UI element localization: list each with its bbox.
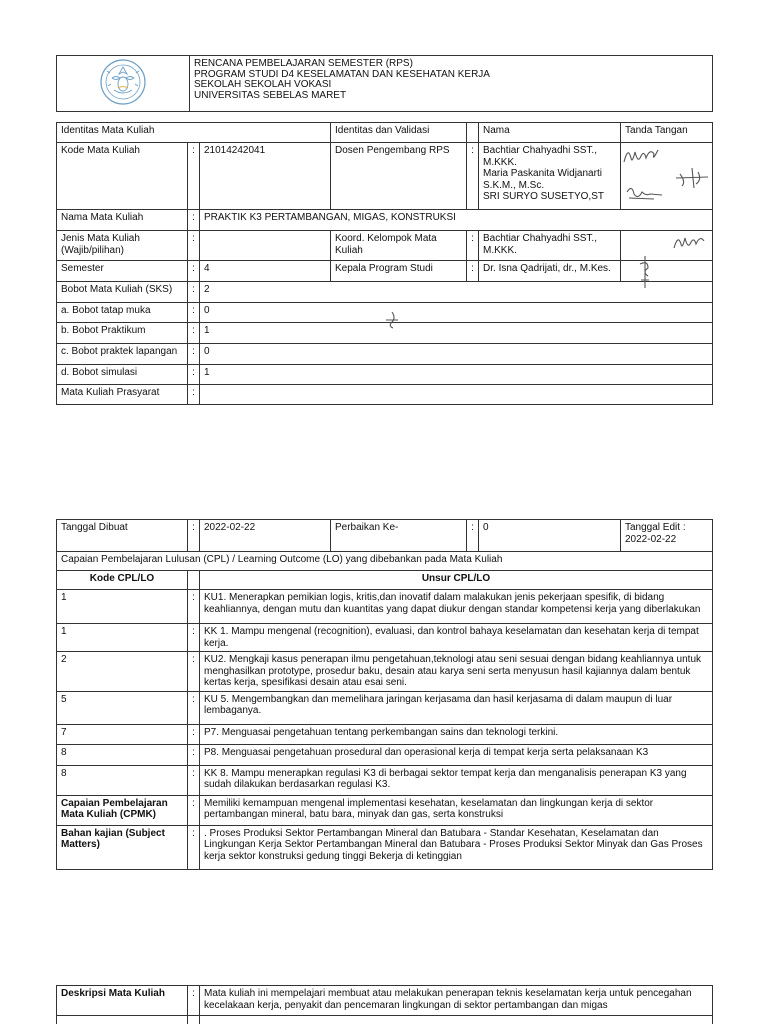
university-seal-icon <box>98 58 148 106</box>
colon: : <box>188 825 200 869</box>
dosen-name-line: Maria Paskanita Widjanarti <box>483 168 602 179</box>
bobot-row-label: a. Bobot tatap muka <box>57 303 188 323</box>
tanggal-edit-label: Tanggal Edit : <box>625 522 686 533</box>
cpl-kode: 2 <box>57 652 188 692</box>
colon: : <box>188 795 200 825</box>
dosen-name-line: S.K.M., M.Sc. <box>483 179 545 191</box>
colon: : <box>188 282 200 303</box>
semester-value: 4 <box>200 261 331 282</box>
colon: : <box>188 261 200 282</box>
colon: : <box>188 385 200 405</box>
colon: : <box>188 303 200 323</box>
cpl-text: P7. Menguasai pengetahuan tentang perkembangan sains dan teknologi terkini. <box>200 724 713 744</box>
perbaikan-value: 0 <box>479 520 621 552</box>
cpl-section-title: Capaian Pembelajaran Lulusan (CPL) / Learning Outcome (LO) yang dibebankan pada Mata Kuliah <box>57 552 713 571</box>
next-row-value <box>200 1016 713 1024</box>
bobot-row-value: 1 <box>200 365 713 385</box>
bobot-row-label: d. Bobot simulasi <box>57 365 188 385</box>
cpl-kode: 7 <box>57 724 188 744</box>
dosen-name-line: SRI SURYO SUSETYO,ST <box>483 191 604 202</box>
signature-cell-dosen <box>621 143 713 210</box>
kaprodi-label: Kepala Program Studi <box>331 261 467 282</box>
nama-mk-value: PRAKTIK K3 PERTAMBANGAN, MIGAS, KONSTRUKSI <box>200 210 713 231</box>
identity-table <box>56 122 713 405</box>
header-line-4: UNIVERSITAS SEBELAS MARET <box>194 89 347 101</box>
bobot-row-value: 0 <box>200 344 713 365</box>
deskripsi-table <box>56 985 713 1024</box>
deskripsi-label: Deskripsi Mata Kuliah <box>57 986 188 1016</box>
jenis-value <box>200 231 331 261</box>
colon: : <box>467 143 479 210</box>
colon: : <box>188 231 200 261</box>
colon: : <box>467 231 479 261</box>
cpl-text: KU2. Mengkaji kasus penerapan ilmu pengetahuan,teknologi atau seni sesuai dengan bidang keahliannya untuk menghasilkan prototype, prosedur baku, desain atau karya seni serta menyusun hasil kajiannya dalam bentuk kertas kerja, spesifikasi desain atau esai seni. <box>200 652 713 692</box>
colon: : <box>188 210 200 231</box>
cpl-kode: 8 <box>57 744 188 765</box>
dosen-name-line: M.KKK. <box>483 156 517 168</box>
kode-label: Kode Mata Kuliah <box>57 143 188 210</box>
colon: : <box>188 652 200 692</box>
colon: : <box>188 520 200 552</box>
tanggal-dibuat-value: 2022-02-22 <box>200 520 331 552</box>
koord-name: Bachtiar Chahyadhi SST., M.KKK. <box>479 231 621 261</box>
cpl-text: P8. Menguasai pengetahuan prosedural dan operasional kerja di tempat kerja serta pelaksanaan K3 <box>200 744 713 765</box>
koord-label: Koord. Kelompok Mata Kuliah <box>331 231 467 261</box>
colon: : <box>188 986 200 1016</box>
kode-value: 21014242041 <box>200 143 331 210</box>
bahan-kajian-label: Bahan kajian (Subject Matters) <box>57 825 188 869</box>
dosen-names <box>479 143 621 210</box>
header-title-cell <box>190 56 713 112</box>
nama-mk-label: Nama Mata Kuliah <box>57 210 188 231</box>
colon: : <box>188 143 200 210</box>
prasyarat-label: Mata Kuliah Prasyarat <box>57 385 188 405</box>
colon: : <box>188 624 200 652</box>
tanggal-dibuat-label: Tanggal Dibuat <box>57 520 188 552</box>
dosen-name-line: Bachtiar Chahyadhi SST., <box>483 145 597 156</box>
cpl-kode: 5 <box>57 691 188 724</box>
tanggal-edit <box>621 520 713 552</box>
kaprodi-name: Dr. Isna Qadrijati, dr., M.Kes. <box>479 261 621 282</box>
colon: : <box>188 691 200 724</box>
cpl-kode: 1 <box>57 624 188 652</box>
kode-cpl-header: Kode CPL/LO <box>57 571 188 590</box>
bobot-row-value: 0 <box>200 303 713 323</box>
identitas-mk-header: Identitas Mata Kuliah <box>57 123 331 143</box>
cpl-text: KK 1. Mampu mengenal (recognition), evaluasi, dan kontrol bahaya keselamatan dan kesehatan kerja di tempat kerja. <box>200 624 713 652</box>
signature-cell-kaprodi <box>621 261 713 282</box>
tanggal-edit-value: 2022-02-22 <box>625 533 677 545</box>
cpl-kode: 1 <box>57 590 188 624</box>
next-row-label <box>57 1016 188 1024</box>
cpl-text: KU1. Menerapkan pemikian logis, kritis,dan inovatif dalam malakukan jenis pekerjaan spesifik, di bidang keahliannya, dengan mutu dan kuantitas yang dapat diukur dengan standar kompetensi kerja yang diberlakukan <box>200 590 713 624</box>
cpmk-label: Capaian Pembelajaran Mata Kuliah (CPMK) <box>57 795 188 825</box>
colon: : <box>188 365 200 385</box>
cpl-text: KK 8. Mampu menerapkan regulasi K3 di berbagai sektor tempat kerja dan menganalisis penerapan K3 yang sudah dilakukan berdasarkan regulasi K3. <box>200 765 713 795</box>
semester-label: Semester <box>57 261 188 282</box>
prasyarat-value <box>200 385 713 405</box>
colon: : <box>188 590 200 624</box>
bobot-row-label: Bobot Mata Kuliah (SKS) <box>57 282 188 303</box>
cpl-text: KU 5. Mengembangkan dan memelihara jaringan kerjasama dan hasil kerjasama di dalam maupun di luar lembaganya. <box>200 691 713 724</box>
dosen-label: Dosen Pengembang RPS <box>331 143 467 210</box>
cpmk-text: Memiliki kemampuan mengenal implementasi kesehatan, keselamatan dan lingkungan kerja di sektor pertambangan mineral, batu bara, minyak dan gas, serta konstruksi <box>200 795 713 825</box>
bobot-row-label: c. Bobot praktek lapangan <box>57 344 188 365</box>
colon: : <box>188 344 200 365</box>
perbaikan-label: Perbaikan Ke- <box>331 520 467 552</box>
unsur-cpl-header: Unsur CPL/LO <box>200 571 713 590</box>
signature-cell-koord <box>621 231 713 261</box>
header-line-3: SEKOLAH SEKOLAH VOKASI <box>194 79 332 90</box>
colon: : <box>188 744 200 765</box>
logo-cell <box>57 56 190 112</box>
colon: : <box>188 323 200 344</box>
colon: : <box>188 724 200 744</box>
header-table <box>56 55 713 112</box>
bobot-row-value: 2 <box>200 282 713 303</box>
nama-header: Nama <box>479 123 621 143</box>
cpl-kode: 8 <box>57 765 188 795</box>
tanda-tangan-header: Tanda Tangan <box>621 123 713 143</box>
header-line-1: RENCANA PEMBELAJARAN SEMESTER (RPS) <box>194 58 413 69</box>
bahan-kajian-text: . Proses Produksi Sektor Pertambangan Mineral dan Batubara - Standar Kesehatan, Keselamatan dan Lingkungan Kerja Sektor Pertambangan Mineral dan Batubara - Proses Produksi Sektor Minyak dan Gas Proses kerja sektor konstruksi gedung tinggi Bekerja di ketinggian <box>200 825 713 869</box>
bobot-row-value: 1 <box>200 323 713 344</box>
identitas-validasi-header: Identitas dan Validasi <box>331 123 467 143</box>
colon: : <box>188 765 200 795</box>
jenis-label: Jenis Mata Kuliah (Wajib/pilihan) <box>57 231 188 261</box>
colon: : <box>467 261 479 282</box>
header-line-2: PROGRAM STUDI D4 KESELAMATAN DAN KESEHATAN KERJA <box>194 68 490 80</box>
cpl-table <box>56 519 713 870</box>
deskripsi-text: Mata kuliah ini mempelajari membuat atau melakukan penerapan teknis keselamatan kerja untuk pencegahan kecelakaan kerja, penyakit dan pencemaran lingkungan di sektor pertambangan dan migas <box>200 986 713 1016</box>
bobot-row-label: b. Bobot Praktikum <box>57 323 188 344</box>
colon: : <box>467 520 479 552</box>
